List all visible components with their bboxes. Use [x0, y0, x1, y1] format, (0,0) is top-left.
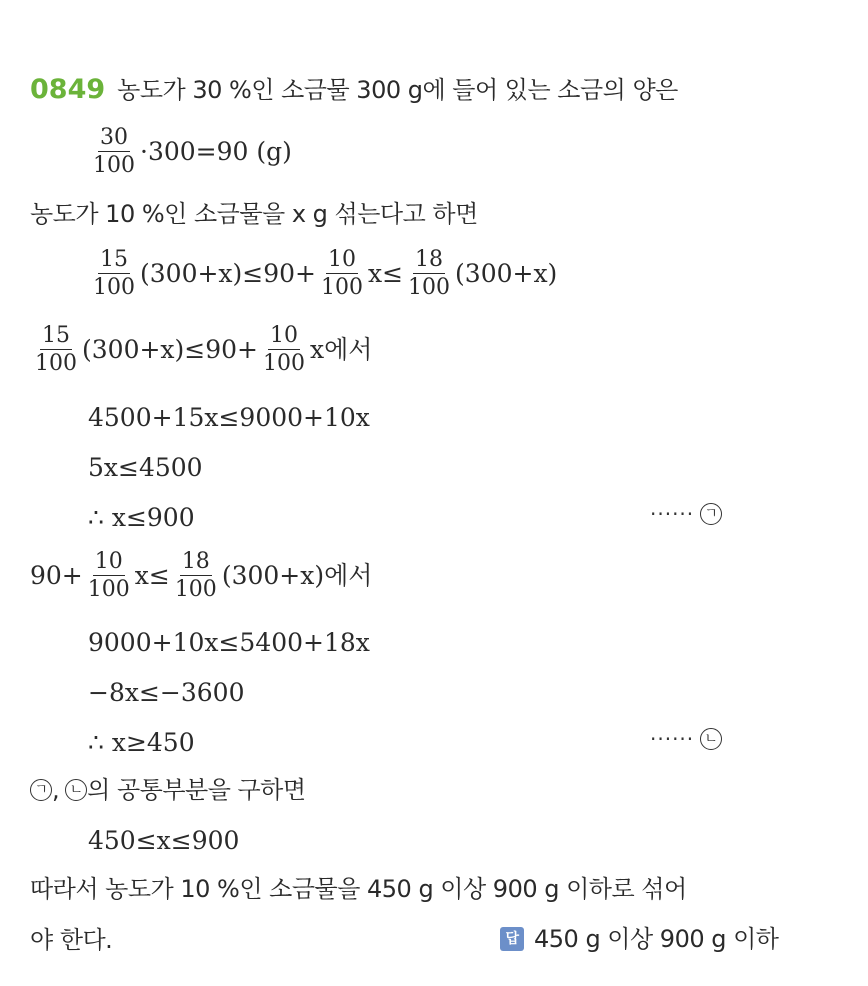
- fraction: [91, 126, 137, 177]
- dots: ······: [650, 502, 695, 526]
- step-text: −8x≤−3600: [88, 678, 245, 707]
- inequality-part: (300+x): [455, 259, 558, 289]
- numerator: 18: [413, 248, 445, 274]
- setup-line: 농도가 10 %인 소금물을 x g 섞는다고 하면: [30, 200, 478, 228]
- inequality-part: (300+x)에서: [221, 561, 373, 591]
- numerator: 10: [93, 550, 125, 576]
- inequality-part: (300+x)≤90+: [82, 335, 258, 365]
- marker-1: [650, 503, 722, 525]
- marker-2: [650, 728, 722, 750]
- fraction: [319, 248, 365, 299]
- dots: ······: [650, 727, 695, 751]
- conclusion-text: 따라서 농도가 10 %인 소금물을 450 g 이상 900 g 이하로 섞어: [30, 875, 687, 903]
- circled-giyeok-icon: ㄱ: [30, 779, 52, 801]
- salt-calc-rest: ·300=90 (g): [140, 137, 292, 167]
- numerator: 15: [98, 248, 130, 274]
- denominator: 100: [93, 275, 135, 301]
- step-2: [88, 455, 203, 480]
- step-4: [88, 630, 370, 655]
- circled-giyeok-icon: ㄱ: [700, 503, 722, 525]
- circled-nieun-icon: ㄴ: [700, 728, 722, 750]
- conclusion-line-1: [30, 877, 687, 901]
- inequality-part: (300+x)≤90+: [140, 259, 316, 289]
- problem-line-1: 농도가 30 %인 소금물 300 g에 들어 있는 소금의 양은: [117, 75, 678, 104]
- denominator: 100: [320, 275, 363, 301]
- answer-badge-icon: 답: [500, 927, 524, 951]
- conclusion-line-2: [30, 928, 112, 952]
- separator: ,: [52, 776, 60, 804]
- denominator: 100: [93, 153, 135, 179]
- denominator: 100: [408, 275, 451, 301]
- inequality-part: 90+: [30, 561, 83, 591]
- fraction: [33, 324, 79, 375]
- numerator: 15: [40, 324, 72, 350]
- numerator: 10: [326, 248, 358, 274]
- denominator: 100: [174, 577, 217, 603]
- step-5: [88, 680, 244, 705]
- denominator: 100: [87, 577, 130, 603]
- denominator: 100: [262, 351, 305, 377]
- conclusion-text: 야 한다.: [30, 926, 113, 954]
- step-text: ∴ x≥450: [88, 728, 195, 757]
- fraction: [406, 248, 452, 299]
- step-3: [88, 505, 195, 530]
- circled-nieun-icon: ㄴ: [65, 779, 87, 801]
- inequality-part: x≤: [134, 561, 170, 591]
- range-text: 450≤x≤900: [88, 826, 240, 855]
- fraction: [91, 248, 137, 299]
- step-text: 5x≤4500: [88, 453, 203, 482]
- step-text: 4500+15x≤9000+10x: [88, 403, 370, 432]
- problem-header: [30, 76, 678, 103]
- fraction: [261, 324, 307, 375]
- numerator: 18: [180, 550, 212, 576]
- answer-text: 450 g 이상 900 g 이하: [534, 925, 779, 953]
- numerator: 30: [98, 126, 130, 152]
- answer: [500, 927, 778, 951]
- problem-number: 0849: [30, 74, 106, 105]
- fraction: [173, 550, 219, 601]
- common-part-text: 의 공통부분을 구하면: [87, 776, 306, 804]
- numerator: 10: [268, 324, 300, 350]
- step-6: [88, 730, 195, 755]
- step-text: 9000+10x≤5400+18x: [88, 628, 370, 657]
- fraction: [86, 550, 132, 601]
- salt-calc: [88, 126, 292, 177]
- step-text: ∴ x≤900: [88, 503, 195, 532]
- right-inequality: [30, 550, 372, 601]
- common-part-line: [30, 778, 306, 802]
- combined-inequality: [88, 248, 557, 299]
- inequality-part: x≤: [367, 259, 404, 289]
- final-range: [88, 828, 239, 853]
- denominator: 100: [35, 351, 77, 377]
- inequality-part: x에서: [309, 335, 373, 365]
- left-inequality: [30, 324, 372, 375]
- step-1: [88, 405, 370, 430]
- setup-text: [30, 202, 478, 226]
